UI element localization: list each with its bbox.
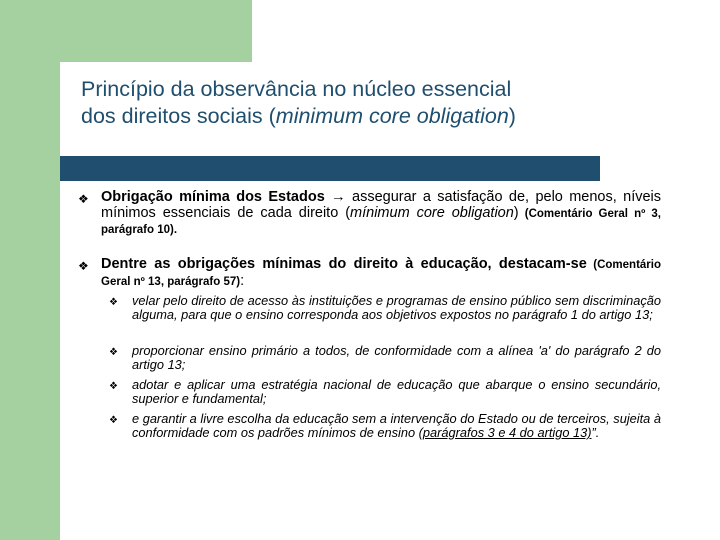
title-line-2-close: ) <box>508 104 516 128</box>
bullet-1-bold: Obrigação mínima dos Estados <box>101 189 325 205</box>
diamond-bullet-icon: ❖ <box>78 192 89 206</box>
bullet-2-bold: Dentre as obrigações mínimas do direito à educação, destacam-se <box>101 256 587 272</box>
diamond-bullet-icon: ❖ <box>109 297 118 308</box>
sub-bullet-2: proporcionar ensino primário a todos, de conformidade com a alínea 'a' do parágrafo 2 do artigo 13; <box>132 343 661 372</box>
sub-bullet-3: adotar e aplicar uma estratégia nacional de educação que abarque o ensino secundário, superior e fundamental; <box>132 377 661 406</box>
bullet-1-close: ) <box>513 204 519 221</box>
bullet-1 <box>101 190 661 239</box>
slide-title <box>81 76 711 130</box>
title-line-1: Princípio da observância no núcleo essencial <box>81 77 512 101</box>
bullet-2-ref: (Comentário Geral nº 13, parágrafo 57) <box>101 259 661 288</box>
sub-bullet-4-text: e garantir a livre escolha da educação sem a intervenção do Estado ou de terceiros, sujeita à conformidade com os padrões mínimos de ensino <box>132 411 661 440</box>
bullet-1-text: assegurar a satisfação de, pelo menos, níveis mínimos essenciais de cada direito ( <box>101 189 662 221</box>
sub-bullet-4-reference: (parágrafos 3 e 4 do artigo 13) <box>418 425 592 440</box>
title-divider-bar <box>60 156 600 181</box>
sub-bullet-1: velar pelo direito de acesso às instituições e programas de ensino público sem discriminação alguma, para que o ensino corresponda aos objetivos expostos no parágrafo 1 do artigo 13; <box>132 293 661 322</box>
bullet-2 <box>101 257 661 290</box>
sub-bullet-4-tail: ”. <box>591 425 600 440</box>
title-line-2 <box>81 103 711 130</box>
title-line-2-text: dos direitos sociais ( <box>81 104 276 128</box>
title-line-2-italic: minimum core obligation <box>275 104 509 128</box>
bullet-2-colon: : <box>240 272 245 289</box>
sub-bullet-4 <box>132 412 661 440</box>
bullet-1-arrow: → <box>324 189 352 205</box>
diamond-bullet-icon: ❖ <box>109 347 118 358</box>
bullet-1-italic: mínimum core obligation <box>350 204 514 221</box>
decorative-green-sidebar <box>0 0 60 540</box>
diamond-bullet-icon: ❖ <box>78 259 89 273</box>
diamond-bullet-icon: ❖ <box>109 415 118 426</box>
diamond-bullet-icon: ❖ <box>109 381 118 392</box>
decorative-green-header <box>0 0 252 62</box>
bullet-1-ref: (Comentário Geral nº 3, parágrafo 10). <box>101 207 661 236</box>
